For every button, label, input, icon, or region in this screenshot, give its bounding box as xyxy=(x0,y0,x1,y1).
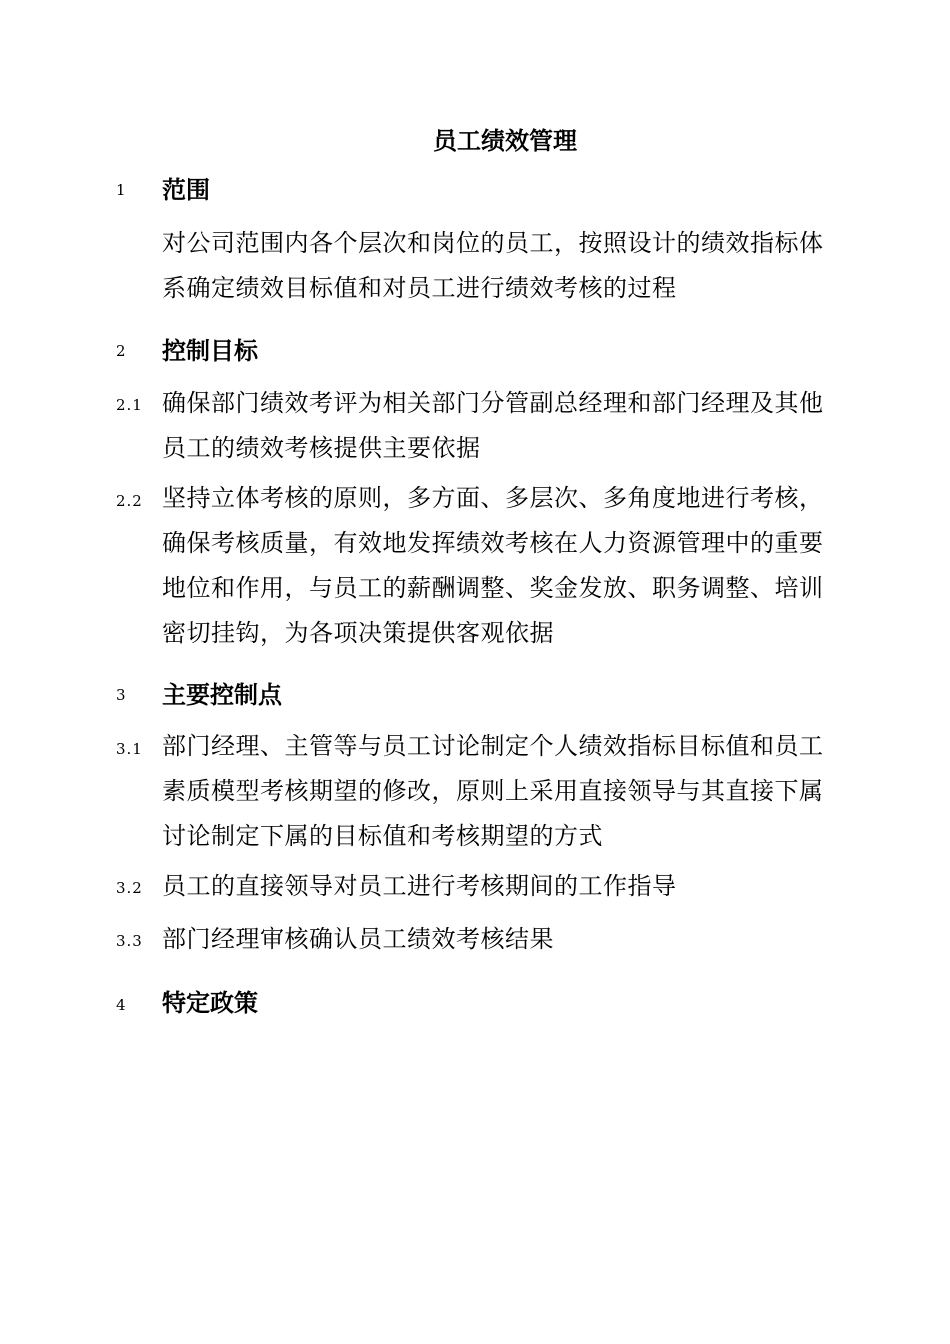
item-number: 3.2 xyxy=(116,879,143,897)
item-number: 2.1 xyxy=(116,396,143,414)
item-line: 部门经理、主管等与员工讨论制定个人绩效指标目标值和员工 xyxy=(162,732,824,760)
item-line: 确保部门绩效考评为相关部门分管副总经理和部门经理及其他 xyxy=(162,389,824,417)
section-number: 2 xyxy=(116,342,127,360)
item-text xyxy=(162,917,862,962)
section-heading: 主要控制点 xyxy=(162,681,282,709)
item-text xyxy=(162,864,862,909)
section-number: 4 xyxy=(116,996,127,1014)
item-line: 员工的直接领导对员工进行考核期间的工作指导 xyxy=(162,872,677,900)
item-number: 2.2 xyxy=(116,492,143,510)
section-number: 3 xyxy=(116,686,127,704)
item-text xyxy=(162,724,862,859)
item-line: 员工的绩效考核提供主要依据 xyxy=(162,434,481,462)
item-text xyxy=(162,476,862,656)
section-body xyxy=(162,221,862,311)
section-heading: 范围 xyxy=(162,176,210,204)
item-line: 坚持立体考核的原则，多方面、多层次、多角度地进行考核， xyxy=(162,484,824,512)
document-title: 员工绩效管理 xyxy=(433,127,577,155)
item-line: 地位和作用，与员工的薪酬调整、奖金发放、职务调整、培训 xyxy=(162,574,824,602)
item-text xyxy=(162,381,862,471)
body-line: 对公司范围内各个层次和岗位的员工，按照设计的绩效指标体 xyxy=(162,229,824,257)
item-number: 3.1 xyxy=(116,740,143,758)
body-line: 系确定绩效目标值和对员工进行绩效考核的过程 xyxy=(162,274,677,302)
item-line: 密切挂钩，为各项决策提供客观依据 xyxy=(162,619,554,647)
item-line: 素质模型考核期望的修改，原则上采用直接领导与其直接下属 xyxy=(162,777,824,805)
item-line: 讨论制定下属的目标值和考核期望的方式 xyxy=(162,822,603,850)
section-number: 1 xyxy=(116,181,127,199)
item-number: 3.3 xyxy=(116,932,143,950)
item-line: 部门经理审核确认员工绩效考核结果 xyxy=(162,925,554,953)
item-line: 确保考核质量，有效地发挥绩效考核在人力资源管理中的重要 xyxy=(162,529,824,557)
section-heading: 特定政策 xyxy=(162,989,258,1017)
section-heading: 控制目标 xyxy=(162,337,258,365)
